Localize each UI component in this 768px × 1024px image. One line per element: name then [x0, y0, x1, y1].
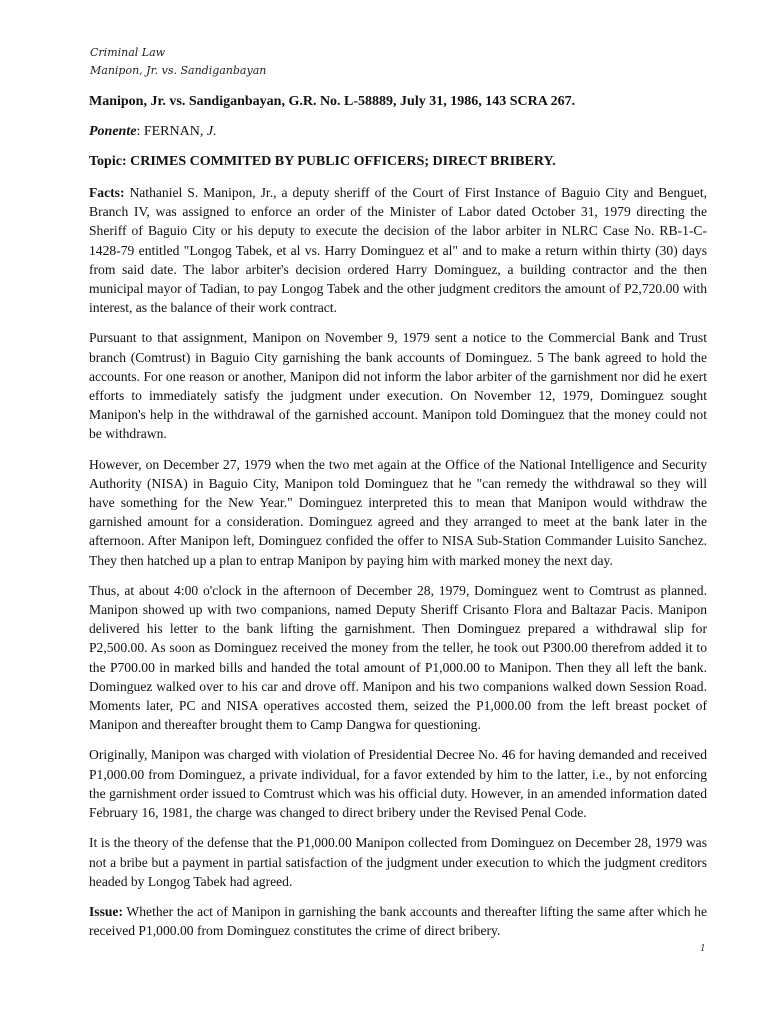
body-paragraph-4: Originally, Manipon was charged with violation of Presidential Decree No. 46 for having demanded and received P1,000.00 from Dominguez, a private individual, for a favor extended by him to the latter, i.e., by not enforcing the garnishment order issued to Comtrust which was his official duty. However, in an amended information dated February 16, 1981, the charge was changed to direct bribery under the Revised Penal Code.: [89, 747, 707, 821]
ponente-label: Ponente: [89, 124, 137, 139]
header-subject: Criminal Law: [90, 46, 166, 59]
topic-heading: Topic: CRIMES COMMITED BY PUBLIC OFFICERS; DIRECT BRIBERY.: [89, 154, 556, 169]
issue-paragraph: [89, 902, 707, 940]
body-paragraph-2: However, on December 27, 1979 when the two met again at the Office of the National Intelligence and Security Authority (NISA) in Baguio City, Manipon told Dominguez that he "can remedy the withdrawal so they will have something for the New Year." Dominguez interpreted this to mean that Manipon would withdraw the garnished amount for a consideration. Dominguez agreed and they arranged to meet at the bank later in the afternoon. After Manipon left, Dominguez confided the offer to NISA Sub-Station Commander Luisito Sanchez. They then hatched up a plan to entrap Manipon by paying him with marked money the next day.: [89, 456, 707, 568]
ponente-line: Ponente: FERNAN, J.: [89, 124, 217, 139]
header-case-name: Manipon, Jr. vs. Sandiganbayan: [90, 64, 267, 77]
running-header: [90, 44, 266, 80]
issue-label: Issue:: [89, 903, 123, 919]
facts-paragraph: [89, 183, 707, 317]
facts-text: Nathaniel S. Manipon, Jr., a deputy sheriff of the Court of First Instance of Baguio City and Benguet, Branch IV, was assigned to enforce an order of the Minister of Labor dated October 31, 1979 directing the Sheriff of Baguio City or his deputy to execute the decision of the labor arbiter in NLRC Case No. RB-1-C-1428-79 entitled "Longog Tabek, et al vs. Harry Dominguez et al" and to make a return within thirty (30) days from said date. The labor arbiter's decision ordered Harry Dominguez, a building contractor and the then municipal mayor of Tadian, to pay Longog Tabek and the other judgment creditors the amount of P2,720.00 with interest, as the balance of their work contract.: [89, 185, 707, 316]
case-title: Manipon, Jr. vs. Sandiganbayan, G.R. No. L-58889, July 31, 1986, 143 SCRA 267.: [89, 94, 576, 109]
ponente-name: FERNAN,: [143, 124, 204, 139]
page-number: 1: [700, 944, 706, 954]
facts-label: Facts:: [89, 185, 125, 200]
body-paragraph-1: Pursuant to that assignment, Manipon on November 9, 1979 sent a notice to the Commercial Bank and Trust branch (Comtrust) in Baguio City garnishing the bank accounts of Dominguez. 5 The bank agreed to hold the accounts. For one reason or another, Manipon did not inform the labor arbiter of the garnishment nor did he exert efforts to immediately satisfy the judgment under execution. On November 12, 1979, Dominguez sought Manipon's help in the withdrawal of the garnished account. Manipon told Dominguez that the money could not be withdrawn.: [89, 330, 707, 442]
document-body: [89, 93, 707, 951]
body-paragraph-3: Thus, at about 4:00 o'clock in the afternoon of December 28, 1979, Dominguez went to Comtrust as planned. Manipon showed up with two companions, named Deputy Sheriff Crisanto Flora and Baltazar Pacis. Manipon delivered his letter to the bank lifting the garnishment. Then Dominguez prepared a withdrawal slip for P2,500.00. As soon as Dominguez received the money from the teller, he took out P300.00 therefrom added it to the P700.00 in marked bills and handed the total amount of P1,000.00 to Manipon. Then they all left the bank. Dominguez walked over to his car and drove off. Manipon and his two companions walked down Session Road. Moments later, PC and NISA operatives accosted them, seized the P1,000.00 from the left breast pocket of Manipon and thereafter brought them to Camp Dangwa for questioning.: [89, 582, 707, 733]
body-paragraph-5: It is the theory of the defense that the P1,000.00 Manipon collected from Dominguez on December 28, 1979 was not a bribe but a payment in partial satisfaction of the judgment under execution to which the judgment creditors headed by Longog Tabek had agreed.: [89, 835, 707, 889]
issue-text: Whether the act of Manipon in garnishing the bank accounts and thereafter lifting the same after which he received P1,000.00 from Dominguez constitutes the crime of direct bribery.: [89, 903, 707, 939]
ponente-initial: J.: [206, 124, 217, 139]
